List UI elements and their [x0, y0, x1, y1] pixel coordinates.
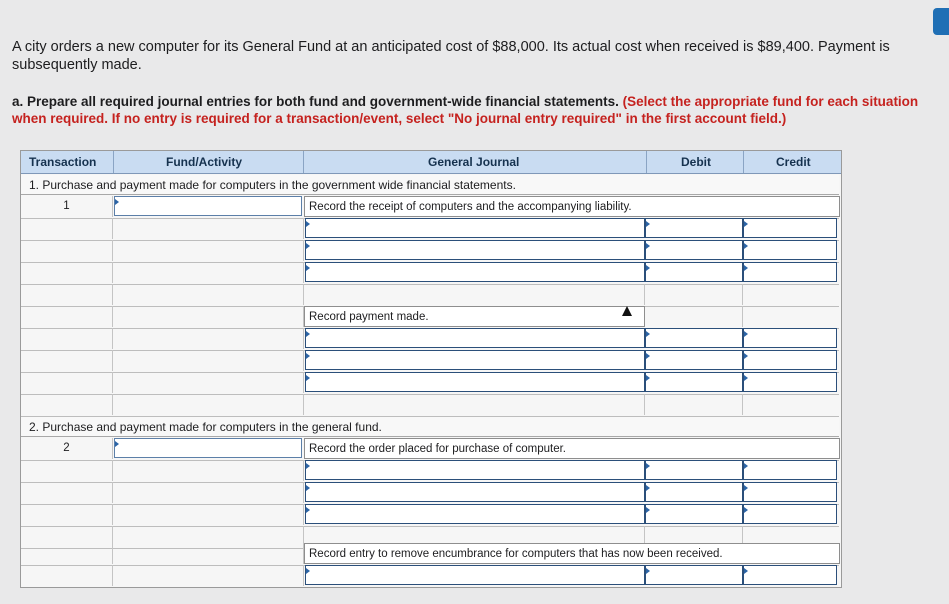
fund-select[interactable]: [114, 196, 302, 216]
instruction-lead: a. Prepare all required journal entries for both fund and government-wide financial statements.: [12, 94, 619, 109]
table-row: [21, 482, 839, 505]
credit-input[interactable]: [743, 504, 837, 524]
mouse-cursor-icon: [622, 306, 632, 316]
table-row: [21, 504, 839, 527]
table-row: [21, 262, 839, 285]
side-panel-button[interactable]: [933, 8, 949, 35]
instruction-text: [12, 93, 932, 127]
transaction-number: 1: [21, 196, 113, 217]
table-header: [21, 151, 841, 174]
table-row: [21, 284, 839, 307]
table-row: [21, 394, 839, 417]
header-fund: Fund/Activity: [166, 155, 243, 169]
credit-input[interactable]: [743, 240, 837, 260]
instruction-note: (Select the appropriate fund for each situation when required. If no entry is required for a transaction/event, select "No journal entry required" in the first account field.): [12, 94, 919, 126]
table-row: [21, 372, 839, 395]
journal-table: [20, 150, 842, 588]
table-row: [21, 328, 839, 351]
debit-input[interactable]: [645, 565, 743, 585]
header-credit: Credit: [776, 155, 811, 169]
account-select[interactable]: [305, 218, 645, 238]
table-row: [21, 460, 839, 483]
memo-receipt: Record the receipt of computers and the accompanying liability.: [304, 196, 840, 217]
section-2-title: 2. Purchase and payment made for computers in the general fund.: [21, 417, 839, 437]
account-select[interactable]: [305, 460, 645, 480]
credit-input[interactable]: [743, 328, 837, 348]
memo-order: Record the order placed for purchase of computer.: [304, 438, 840, 459]
table-row: [21, 240, 839, 263]
account-select[interactable]: [305, 372, 645, 392]
memo-payment: Record payment made.: [304, 306, 645, 327]
header-debit: Debit: [681, 155, 711, 169]
debit-input[interactable]: [645, 262, 743, 282]
debit-input[interactable]: [645, 328, 743, 348]
debit-input[interactable]: [645, 460, 743, 480]
credit-input[interactable]: [743, 482, 837, 502]
account-select[interactable]: [305, 350, 645, 370]
debit-input[interactable]: [645, 482, 743, 502]
account-select[interactable]: [305, 482, 645, 502]
table-row: [21, 350, 839, 373]
account-select[interactable]: [305, 240, 645, 260]
debit-input[interactable]: [645, 240, 743, 260]
credit-input[interactable]: [743, 262, 837, 282]
fund-select[interactable]: [114, 438, 302, 458]
question-text: A city orders a new computer for its General Fund at an anticipated cost of $88,000. Its actual cost when received is $89,400. Payment is subsequently made.: [12, 39, 890, 73]
table-row: [21, 218, 839, 241]
account-select[interactable]: [305, 504, 645, 524]
header-transaction: Transaction: [29, 155, 97, 169]
debit-input[interactable]: [645, 504, 743, 524]
credit-input[interactable]: [743, 372, 837, 392]
credit-input[interactable]: [743, 350, 837, 370]
transaction-number: 2: [21, 438, 113, 459]
account-select[interactable]: [305, 328, 645, 348]
table-row: [21, 196, 839, 219]
table-row: [21, 543, 839, 566]
account-select[interactable]: [305, 262, 645, 282]
credit-input[interactable]: [743, 460, 837, 480]
table-row: [21, 565, 839, 587]
debit-input[interactable]: [645, 218, 743, 238]
section-1-title: 1. Purchase and payment made for computers in the government wide financial statements.: [21, 175, 839, 195]
header-journal: General Journal: [428, 155, 520, 169]
account-select[interactable]: [305, 565, 645, 585]
credit-input[interactable]: [743, 218, 837, 238]
debit-input[interactable]: [645, 350, 743, 370]
table-row: [21, 438, 839, 461]
table-row: [21, 306, 839, 329]
memo-encumbrance: Record entry to remove encumbrance for computers that has now been received.: [304, 543, 840, 564]
credit-input[interactable]: [743, 565, 837, 585]
debit-input[interactable]: [645, 372, 743, 392]
